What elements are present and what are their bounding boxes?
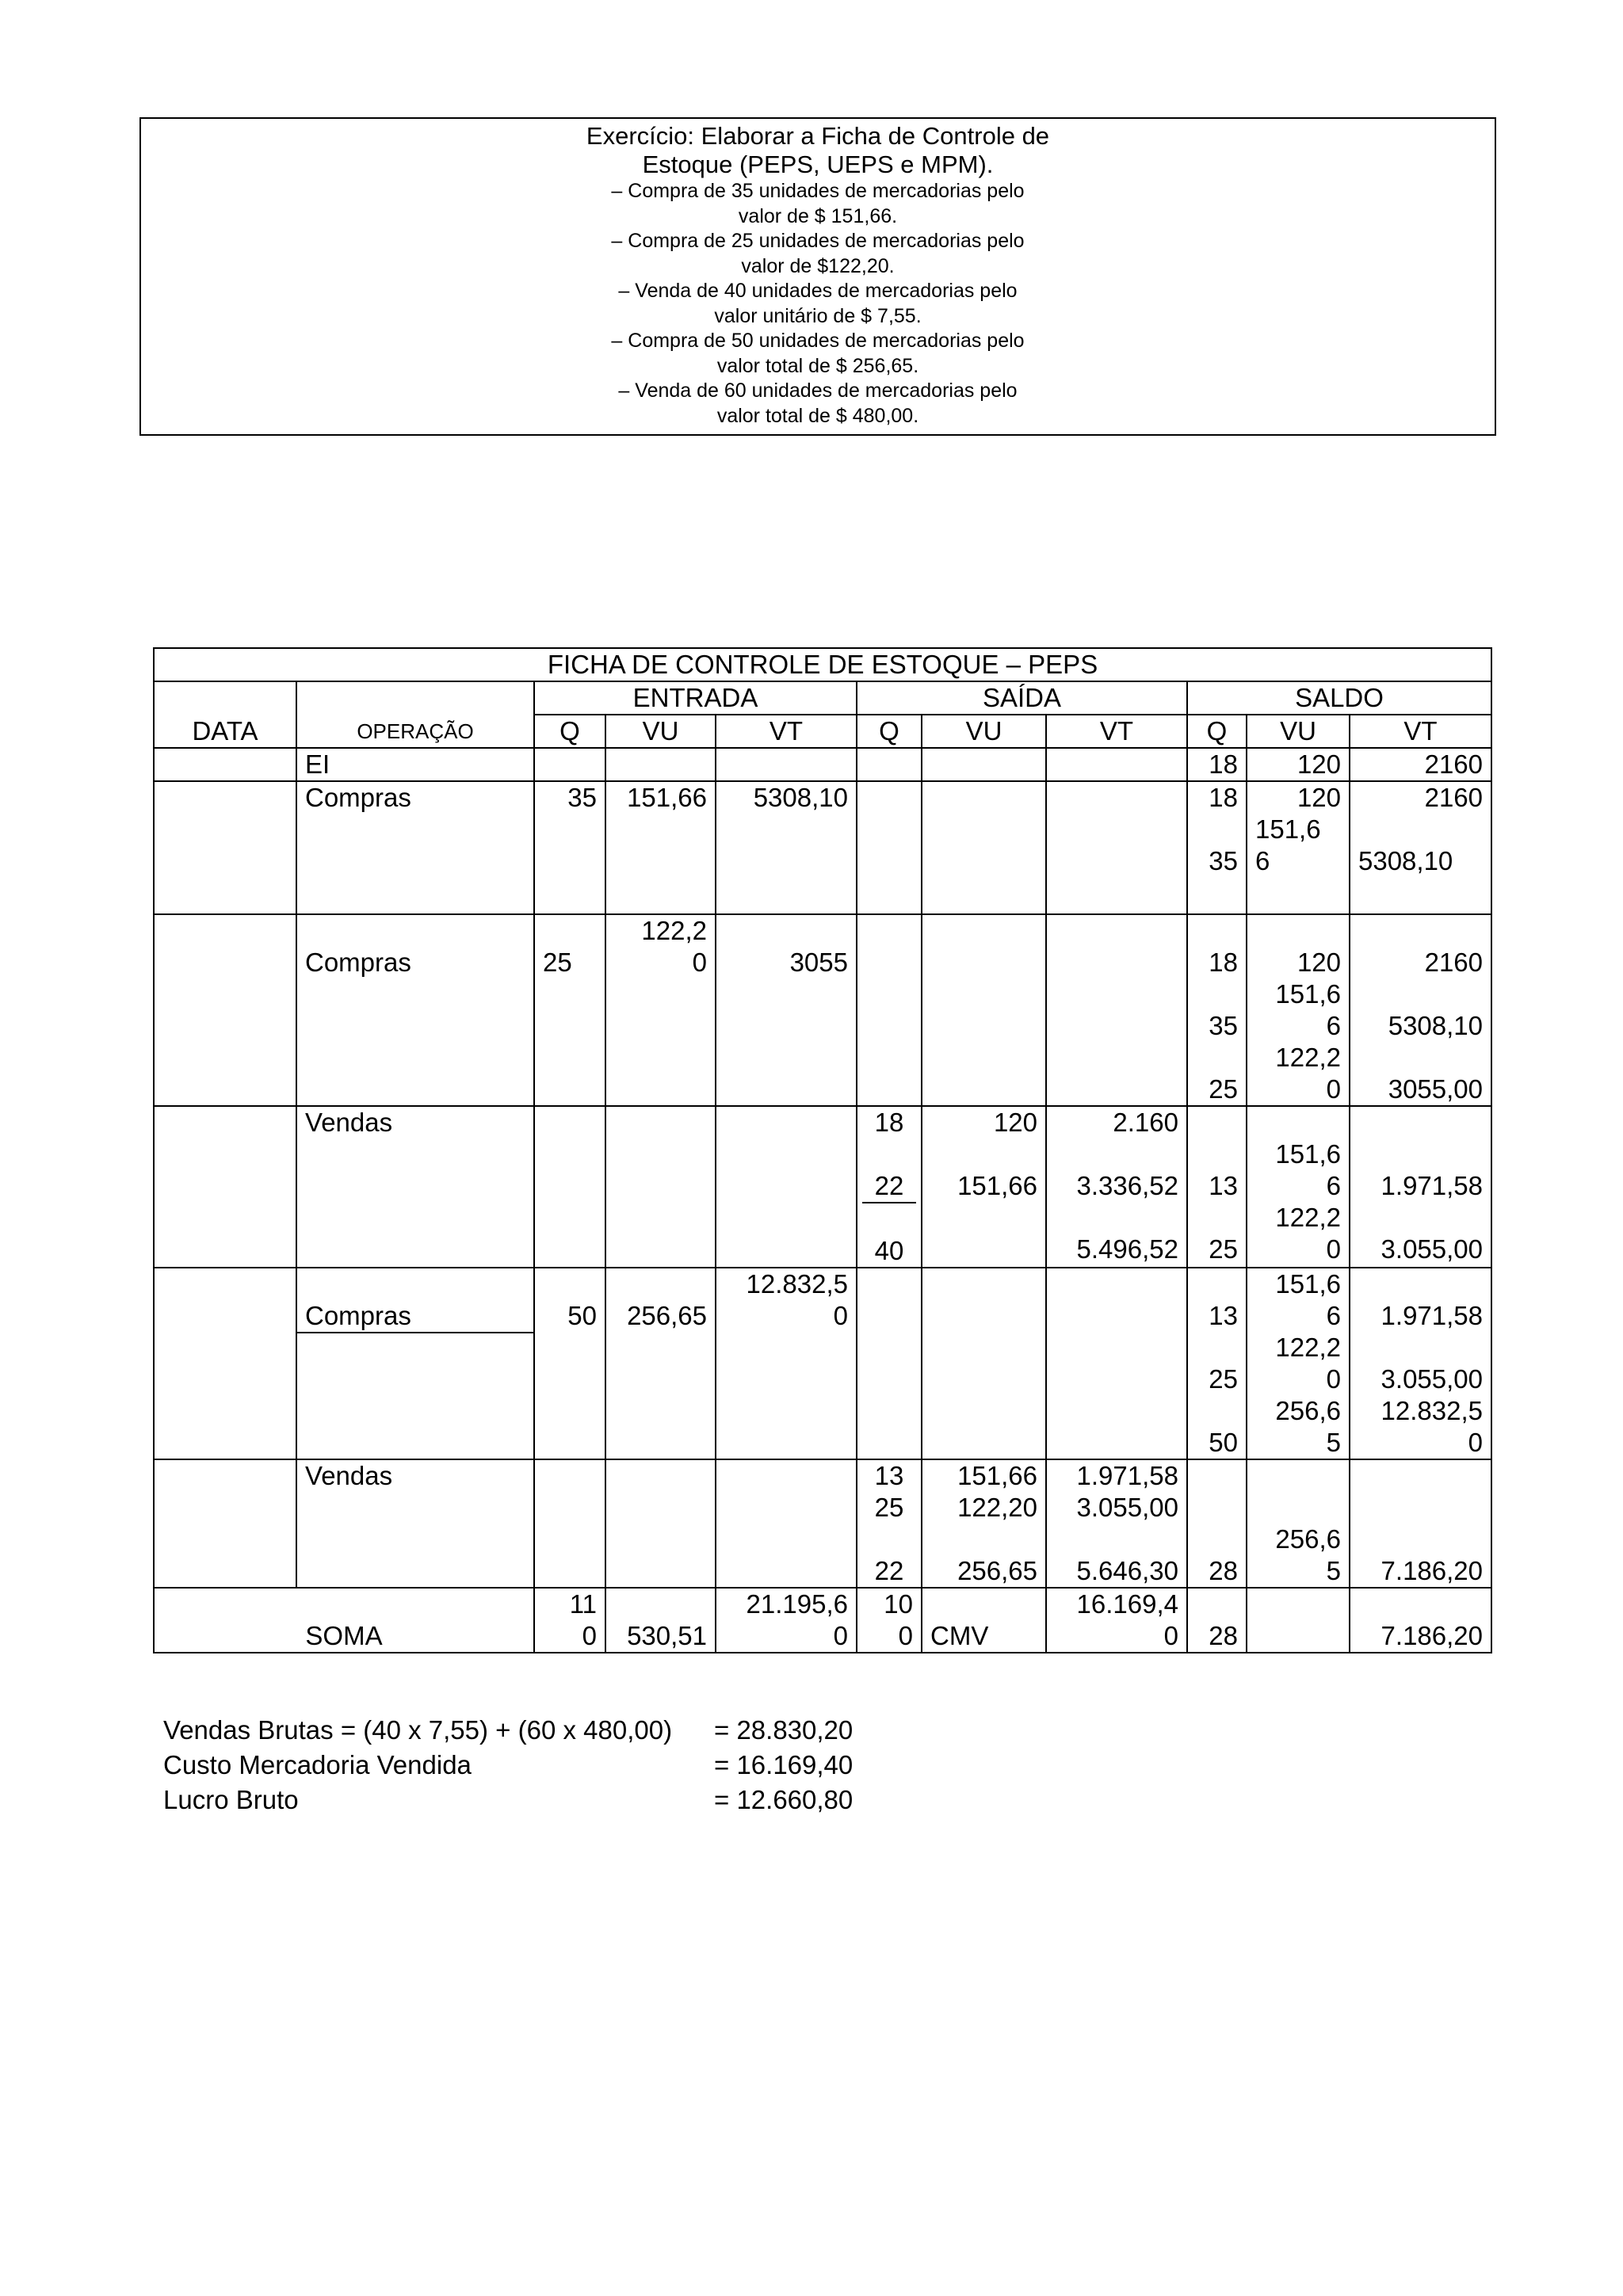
cell-eq xyxy=(534,748,605,781)
cell-bvu-line: 151,6 xyxy=(1255,814,1321,844)
cell-sq xyxy=(857,1459,922,1588)
cell-bq-line: 25 xyxy=(1209,1364,1238,1394)
cell-bq xyxy=(1187,1268,1247,1459)
cell-bvu-line: 5 xyxy=(1326,1428,1341,1457)
cell-evt xyxy=(716,1268,857,1459)
cell-bvu-line: 122,2 xyxy=(1275,1333,1341,1362)
cell-bvu-line: 120 xyxy=(1296,783,1341,812)
cell-bvu-line: 151,6 xyxy=(1275,1269,1341,1299)
cell-bvt-line: 2160 xyxy=(1424,948,1484,977)
summary-label: Vendas Brutas = (40 x 7,55) + (60 x 480,00) xyxy=(163,1715,673,1745)
cell-evt-text: 3055 xyxy=(789,948,848,977)
table-row xyxy=(154,748,1491,781)
cell-bvu xyxy=(1247,781,1350,914)
table-row xyxy=(154,1459,1491,1588)
cell-bvu-line: 0 xyxy=(1326,1234,1341,1264)
exercise-line: valor unitário de $ 7,55. xyxy=(714,304,922,327)
cell-evt-line: 0 xyxy=(833,1301,848,1330)
cell-evt xyxy=(716,748,857,781)
summary-value: = 12.660,80 xyxy=(714,1785,854,1814)
summary-label: Lucro Bruto xyxy=(163,1785,299,1814)
group-header-row xyxy=(154,681,1491,715)
cell-evu xyxy=(605,748,716,781)
col-q: Q xyxy=(857,715,922,748)
cell-sq-line: 40 xyxy=(874,1236,904,1265)
cell-eq: 35 xyxy=(534,781,605,914)
cell-bvt-line: 1.971,58 xyxy=(1381,1301,1484,1330)
cell-data xyxy=(154,914,296,1106)
cell-bq-line: 18 xyxy=(1209,948,1238,977)
cell-bvu-line: 6 xyxy=(1326,1011,1341,1040)
cell-svu xyxy=(922,1268,1046,1459)
cell-bq xyxy=(1187,1459,1247,1588)
cell-svt xyxy=(1046,781,1187,914)
cell-bvu xyxy=(1247,914,1350,1106)
cell-operacao xyxy=(296,914,534,1106)
cell-operacao: Vendas xyxy=(296,1106,534,1268)
cell-bvt xyxy=(1350,781,1491,914)
col-data-header: DATA xyxy=(154,681,296,748)
cell-evt-line: 12.832,5 xyxy=(746,1269,848,1299)
col-vu: VU xyxy=(605,715,716,748)
table-row xyxy=(154,1106,1491,1268)
cell-data xyxy=(154,1459,296,1588)
cell-evu-line: 122,2 xyxy=(641,916,707,945)
cell-bvu-line: 122,2 xyxy=(1275,1043,1341,1072)
cell-bvu-line: 0 xyxy=(1326,1364,1341,1394)
cell-bvu-line: 5 xyxy=(1326,1556,1341,1585)
cell-bvt-line: 0 xyxy=(1468,1428,1484,1457)
soma-evt xyxy=(716,1588,857,1653)
cell-bq-line: 13 xyxy=(1209,1171,1238,1200)
cell-svu-line: 151,66 xyxy=(957,1171,1037,1200)
cell-evu: 151,66 xyxy=(605,781,716,914)
exercise-line: valor total de $ 480,00. xyxy=(716,404,919,427)
exercise-title-line-1: Exercício: Elaborar a Ficha de Controle de xyxy=(586,122,1050,150)
summary-value: = 28.830,20 xyxy=(714,1715,854,1745)
table-title: FICHA DE CONTROLE DE ESTOQUE – PEPS xyxy=(154,648,1491,681)
cell-bq-line: 25 xyxy=(1209,1074,1238,1104)
cell-bq-line: 50 xyxy=(1209,1428,1238,1457)
summary-label: Custo Mercadoria Vendida xyxy=(163,1750,472,1779)
cell-bq xyxy=(1187,914,1247,1106)
cell-bvu-line: 6 xyxy=(1326,1301,1341,1330)
saldo-header: SALDO xyxy=(1187,681,1491,715)
cell-bvt xyxy=(1350,1106,1491,1268)
cell-evt: 5308,10 xyxy=(716,781,857,914)
soma-sq xyxy=(857,1588,922,1653)
soma-bvu xyxy=(1247,1588,1350,1653)
soma-label: SOMA xyxy=(154,1588,534,1653)
exercise-line: – Venda de 40 unidades de mercadorias pelo xyxy=(618,280,1018,302)
cell-sq xyxy=(857,914,922,1106)
cell-bvu xyxy=(1247,1459,1350,1588)
cell-bvu-line: 151,6 xyxy=(1275,979,1341,1009)
soma-sq-line: 10 xyxy=(884,1589,913,1619)
cell-bvt-line: 1.971,58 xyxy=(1381,1171,1484,1200)
cell-sq-line: 13 xyxy=(874,1461,904,1490)
cell-svt xyxy=(1046,1459,1187,1588)
soma-evt-line: 0 xyxy=(833,1621,848,1650)
cell-bq-line: 28 xyxy=(1209,1556,1238,1585)
cell-svt xyxy=(1046,748,1187,781)
cell-operacao xyxy=(296,1268,534,1459)
cell-bvt-line: 3.055,00 xyxy=(1381,1234,1484,1264)
cell-svt-line: 1.971,58 xyxy=(1076,1461,1178,1490)
cell-evt xyxy=(716,1106,857,1268)
cell-svt-line: 2.160 xyxy=(1113,1108,1178,1137)
cell-bvu-line: 256,6 xyxy=(1275,1396,1341,1425)
col-operacao-header: OPERAÇÃO xyxy=(296,681,534,748)
cell-eq xyxy=(534,1268,605,1459)
cell-svu xyxy=(922,1106,1046,1268)
cell-evu xyxy=(605,1106,716,1268)
cell-svt xyxy=(1046,1268,1187,1459)
cell-evt xyxy=(716,1459,857,1588)
cell-sq xyxy=(857,1268,922,1459)
cell-bvt-line: 2160 xyxy=(1424,783,1484,812)
table-title-row xyxy=(154,648,1491,681)
cell-evu xyxy=(605,1459,716,1588)
cell-evt xyxy=(716,914,857,1106)
cell-bvt-line: 3055,00 xyxy=(1388,1074,1484,1104)
cell-bvt-line: 5308,10 xyxy=(1388,1011,1484,1040)
cell-sq-line: 18 xyxy=(874,1108,904,1137)
cell-svu xyxy=(922,748,1046,781)
cell-operacao-text: Compras xyxy=(305,948,411,977)
cell-bvu-line: 6 xyxy=(1326,1171,1341,1200)
cell-bvt xyxy=(1350,1268,1491,1459)
col-vt: VT xyxy=(716,715,857,748)
cell-data xyxy=(154,1268,296,1459)
cell-svu-line: 120 xyxy=(993,1108,1037,1137)
cell-bq xyxy=(1187,1106,1247,1268)
cell-sq xyxy=(857,781,922,914)
cell-evu-text: 256,65 xyxy=(627,1301,707,1330)
cell-bvu-line: 0 xyxy=(1326,1074,1341,1104)
cell-operacao: EI xyxy=(296,748,534,781)
exercise-line: – Venda de 60 unidades de mercadorias pelo xyxy=(618,379,1018,402)
table-row xyxy=(154,914,1491,1106)
cell-svu-line: 122,20 xyxy=(957,1493,1037,1522)
cell-eq xyxy=(534,914,605,1106)
cell-sq-line: 22 xyxy=(874,1171,904,1200)
exercise-title-line-2: Estoque (PEPS, UEPS e MPM). xyxy=(642,151,994,178)
exercise-line: valor de $ 151,66. xyxy=(738,204,898,227)
saida-header: SAÍDA xyxy=(857,681,1187,715)
col-vu: VU xyxy=(922,715,1046,748)
cell-bq-line: 25 xyxy=(1209,1234,1238,1264)
exercise-line: – Compra de 35 unidades de mercadorias pelo xyxy=(611,180,1025,202)
cell-bq-line: 35 xyxy=(1209,1011,1238,1040)
cell-svu xyxy=(922,1459,1046,1588)
soma-eq-line: 0 xyxy=(582,1621,597,1650)
cell-svu-line: 256,65 xyxy=(957,1556,1037,1585)
cell-svt xyxy=(1046,914,1187,1106)
exercise-line: – Compra de 50 unidades de mercadorias pelo xyxy=(611,330,1025,352)
cell-eq xyxy=(534,1106,605,1268)
soma-bq: 28 xyxy=(1187,1588,1247,1653)
exercise-line: – Compra de 25 unidades de mercadorias pelo xyxy=(611,230,1025,252)
soma-evt-line: 21.195,6 xyxy=(746,1589,848,1619)
soma-row xyxy=(154,1588,1491,1653)
cell-sq xyxy=(857,1106,922,1268)
cell-data xyxy=(154,1106,296,1268)
table-row xyxy=(154,781,1491,914)
cell-bvu-line: 120 xyxy=(1296,948,1341,977)
summary-value: = 16.169,40 xyxy=(714,1750,854,1779)
col-vt: VT xyxy=(1046,715,1187,748)
col-vu: VU xyxy=(1247,715,1350,748)
cell-bvu: 120 xyxy=(1247,748,1350,781)
cell-bq-line: 18 xyxy=(1209,783,1238,812)
cell-bq: 18 xyxy=(1187,748,1247,781)
cell-bq-line: 13 xyxy=(1209,1301,1238,1330)
cell-bvu xyxy=(1247,1268,1350,1459)
cell-bvu-line: 6 xyxy=(1255,846,1270,875)
soma-sq-line: 0 xyxy=(898,1621,913,1650)
cell-svt xyxy=(1046,1106,1187,1268)
soma-eq-line: 11 xyxy=(569,1589,597,1619)
cell-evu-line: 0 xyxy=(692,948,707,977)
cell-svu xyxy=(922,914,1046,1106)
soma-svt-line: 16.169,4 xyxy=(1076,1589,1178,1619)
cell-bvt: 2160 xyxy=(1350,748,1491,781)
cell-bq-line: 35 xyxy=(1209,846,1238,875)
exercise-line: valor total de $ 256,65. xyxy=(716,354,919,377)
soma-svt-line: 0 xyxy=(1163,1621,1178,1650)
soma-svu: CMV xyxy=(922,1588,1046,1653)
exercise-line: valor de $122,20. xyxy=(741,254,895,277)
cell-sq-line: 22 xyxy=(874,1556,904,1585)
cell-bvu-line: 151,6 xyxy=(1275,1139,1341,1169)
soma-svt xyxy=(1046,1588,1187,1653)
cell-eq-text: 50 xyxy=(567,1301,597,1330)
cell-bvt-line: 3.055,00 xyxy=(1381,1364,1484,1394)
cell-evu xyxy=(605,1268,716,1459)
cell-operacao: Vendas xyxy=(296,1459,534,1588)
cell-operacao-text: Compras xyxy=(297,1300,533,1333)
col-vt: VT xyxy=(1350,715,1491,748)
soma-eq xyxy=(534,1588,605,1653)
exercise-box xyxy=(139,117,1496,436)
cell-sq-line: 25 xyxy=(874,1493,904,1522)
cell-data xyxy=(154,748,296,781)
cell-bvu xyxy=(1247,1106,1350,1268)
col-q: Q xyxy=(534,715,605,748)
soma-bvt: 7.186,20 xyxy=(1350,1588,1491,1653)
cell-bvt-line: 5308,10 xyxy=(1358,846,1453,875)
cell-sq xyxy=(857,748,922,781)
cell-evu xyxy=(605,914,716,1106)
soma-evu: 530,51 xyxy=(605,1588,716,1653)
cell-eq xyxy=(534,1459,605,1588)
cell-bvt xyxy=(1350,1459,1491,1588)
cell-svt-line: 3.055,00 xyxy=(1076,1493,1178,1522)
cell-bvu-line: 256,6 xyxy=(1275,1524,1341,1554)
table-row xyxy=(154,1268,1491,1459)
cell-svt-line: 3.336,52 xyxy=(1076,1171,1178,1200)
cell-svt-line: 5.646,30 xyxy=(1076,1556,1178,1585)
cell-bvt xyxy=(1350,914,1491,1106)
cell-svu xyxy=(922,781,1046,914)
cell-svt-line: 5.496,52 xyxy=(1076,1234,1178,1264)
col-q: Q xyxy=(1187,715,1247,748)
cell-eq-text: 25 xyxy=(543,948,572,977)
cell-bvt-line: 12.832,5 xyxy=(1381,1396,1484,1425)
cell-data xyxy=(154,781,296,914)
cell-svu-line: 151,66 xyxy=(957,1461,1037,1490)
cell-bq xyxy=(1187,781,1247,914)
cell-operacao: Compras xyxy=(296,781,534,914)
entrada-header: ENTRADA xyxy=(534,681,857,715)
cell-bvt-line: 7.186,20 xyxy=(1381,1556,1484,1585)
cell-bvu-line: 122,2 xyxy=(1275,1203,1341,1232)
stock-control-table xyxy=(153,647,1492,1653)
